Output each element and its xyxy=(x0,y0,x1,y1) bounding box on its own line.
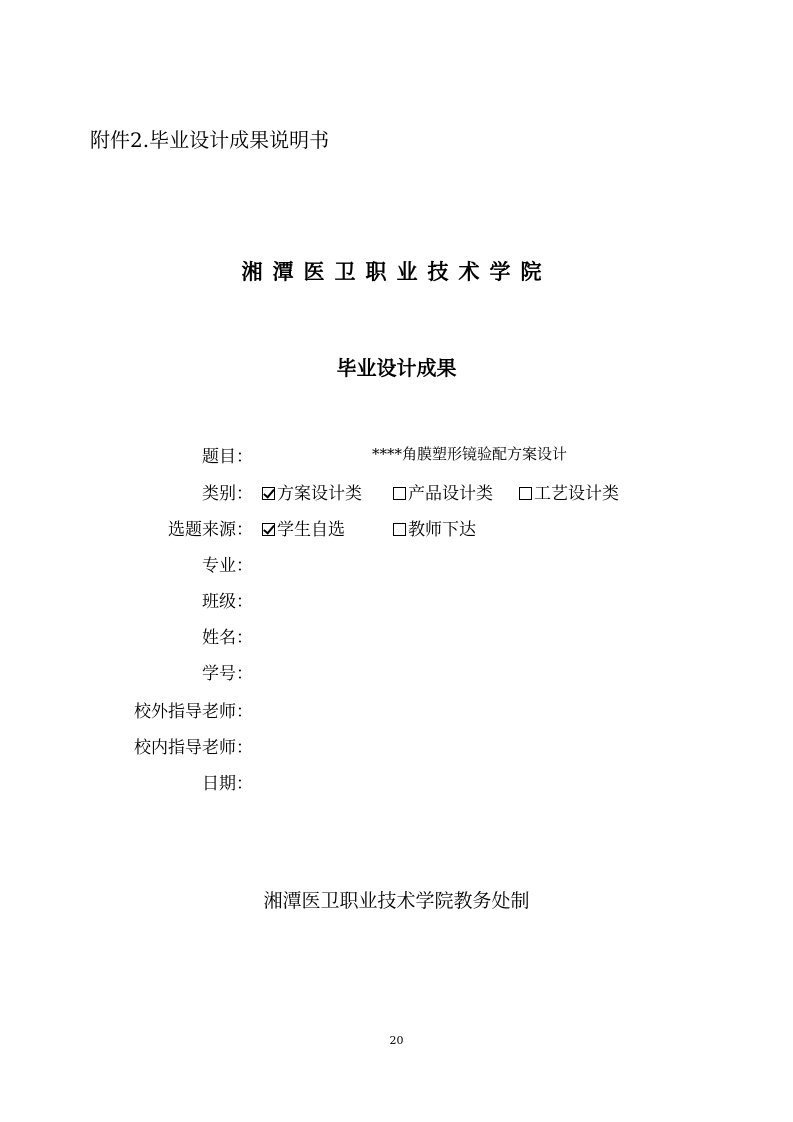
topic-label: 题目： xyxy=(202,447,253,467)
checked-box-icon[interactable] xyxy=(262,487,275,500)
major-label: 专业： xyxy=(202,556,253,576)
source-option-teacher[interactable] xyxy=(393,515,476,540)
category-option-product[interactable] xyxy=(393,479,493,504)
name-label: 姓名： xyxy=(202,628,253,648)
date-label: 日期： xyxy=(202,774,253,794)
option-label: 教师下达 xyxy=(408,520,476,540)
checkbox-icon[interactable] xyxy=(393,523,406,536)
topic-value: ****角膜塑形镜验配方案设计 xyxy=(372,445,568,463)
option-label: 产品设计类 xyxy=(408,484,493,504)
attachment-title: 附件2.毕业设计成果说明书 xyxy=(90,128,330,152)
page-number: 20 xyxy=(389,1034,404,1047)
option-label: 工艺设计类 xyxy=(534,484,619,504)
source-option-student[interactable] xyxy=(262,515,345,540)
class-label: 班级： xyxy=(202,592,253,612)
option-label: 学生自选 xyxy=(277,520,345,540)
checkbox-icon[interactable] xyxy=(519,487,532,500)
category-option-scheme[interactable] xyxy=(262,479,362,504)
option-label: 方案设计类 xyxy=(277,484,362,504)
student-id-label: 学号： xyxy=(202,664,253,684)
category-label: 类别： xyxy=(202,484,253,504)
document-title: 毕业设计成果 xyxy=(336,356,457,380)
school-name: 湘潭医卫职业技术学院 xyxy=(241,260,552,284)
issuing-office: 湘潭医卫职业技术学院教务处制 xyxy=(263,890,530,912)
internal-advisor-label: 校内指导老师： xyxy=(134,738,253,758)
source-label: 选题来源： xyxy=(168,520,253,540)
external-advisor-label: 校外指导老师： xyxy=(134,702,253,722)
category-option-process[interactable] xyxy=(519,479,619,504)
checked-box-icon[interactable] xyxy=(262,523,275,536)
checkbox-icon[interactable] xyxy=(393,487,406,500)
